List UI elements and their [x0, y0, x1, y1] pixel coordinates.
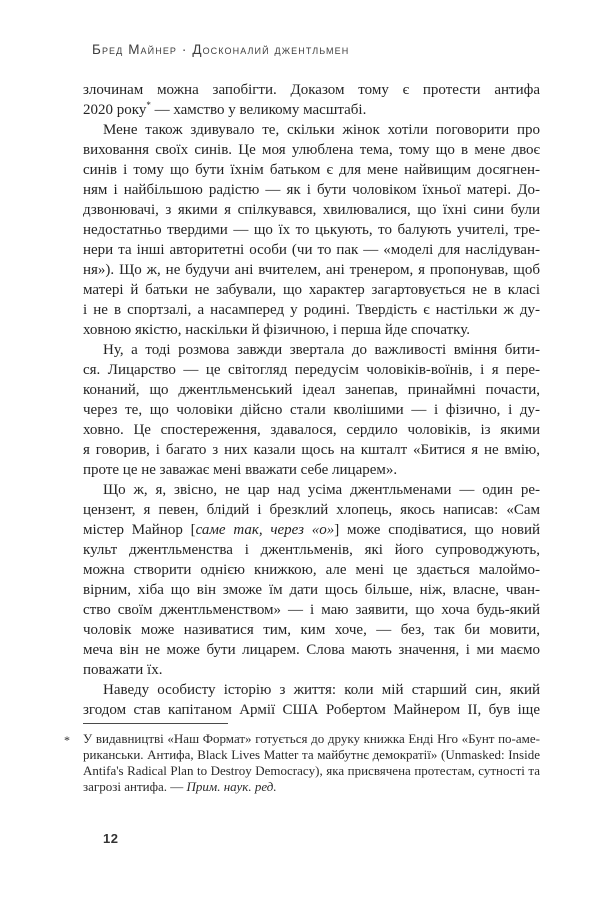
- body-text: [83, 80, 540, 720]
- text-line: можна створити однією книжкою, але мені це здається малоймо-: [83, 562, 540, 578]
- text-line: У видавництві «Наш Формат» готується до друку книжка Енді Нго «Бунт по-аме-: [83, 731, 540, 746]
- text-line: загрозі антифа. — Прим. наук. ред.: [83, 779, 277, 794]
- text-line: ням і найбільшою радістю — як і бути чоловіком їхньої матері. До-: [83, 182, 540, 198]
- text-line: поважати їх.: [83, 662, 163, 678]
- text-line: Мене також здивувало те, скільки жінок хотіли поговорити про: [103, 122, 540, 138]
- text-line: культ джентльменства і джентльменів, які його супроводжують,: [83, 542, 540, 558]
- text-line: проте це не заважає мені вважати себе лицарем».: [83, 462, 398, 478]
- text-line: Ну, а тоді розмова завжди звертала до важливості вміння бити-: [103, 342, 540, 358]
- footnote: [64, 731, 540, 795]
- text-line: злочинам можна запобігти. Доказом тому є протести антифа: [83, 82, 540, 98]
- text-line: нери та інші авторитетні особи (чи то пак — «моделі для наслідуван-: [83, 242, 540, 258]
- page-number: 12: [103, 831, 119, 846]
- running-header: Бред Майнер · Досконалий джентльмен: [92, 42, 350, 57]
- text-line: недостатньо твердими — що їх то цькують, то балують учителі, тре-: [83, 222, 540, 238]
- text-line: матері й батьки не забували, що характер загартовується не в класі: [83, 282, 540, 298]
- text-line: ство своїм джентльменством» — і маю заявити, що хоча будь-який: [83, 602, 540, 618]
- footnote-asterisk-marker: *: [64, 733, 70, 747]
- text-line: згодом став капітаном Армії США Робертом Майнером II, був іще: [83, 702, 540, 718]
- text-line: ховною якістю, наскільки й фізичною, і перша йде спочатку.: [83, 322, 470, 338]
- text-line: 2020 року* — хамство у великому масштабі.: [83, 100, 367, 118]
- text-line: я говорив, і багато з них казали щось на кшталт «Битися я не вмію,: [83, 442, 540, 458]
- text-line: Що ж, я, звісно, не цар над усіма джентльменами — один ре-: [103, 482, 540, 498]
- footnote-text: [83, 731, 540, 795]
- text-line: ховно. Це спостереження, здавалося, сердило чоловіків, із якими: [83, 422, 540, 438]
- text-line: конаний, що джентльменський ідеал занепав, принаймні почасти,: [83, 382, 540, 398]
- text-line: меча він не може бути лицарем. Слова мають значення, і ми маємо: [83, 642, 540, 658]
- text-line: цензент, я певен, блідий і брезклий хлопець, якось написав: «Сам: [83, 502, 540, 518]
- text-line: чоловік може називатися тим, ким хоче, — без, так би мовити,: [83, 622, 540, 638]
- text-line: через те, що чоловіки дійсно стали кволішими — і фізично, і ду-: [83, 402, 540, 418]
- text-line: і не в спортзалі, а насамперед у родині. Твердість є настільки ж ду-: [83, 302, 540, 318]
- text-line: дзвонювачі, з якими я спілкувався, хвилювалися, що їхні сини були: [83, 202, 540, 218]
- text-line: Antifa's Radical Plan to Destroy Democracy), яка присвячена протестам, сутності та: [83, 763, 540, 778]
- text-line: містер Майнор [саме так, через «о»] може сподіватися, що новий: [83, 522, 540, 538]
- text-line: вірним, хіба що він зможе їм дати щось більше, ніж, власне, чван-: [83, 582, 540, 598]
- text-line: риканськи. Антифа, Black Lives Matter та майбутнє демократії» (Unmasked: Inside: [83, 747, 540, 762]
- footnote-divider: [83, 723, 228, 724]
- text-line: Наведу особисту історію з життя: коли мій старший син, який: [103, 682, 540, 698]
- text-line: ся. Лицарство — це світогляд передусім чоловіків-воїнів, і я пере-: [83, 362, 540, 378]
- text-line: синів і тому що бути їхнім батьком є для мене найвищим досягнен-: [83, 162, 540, 178]
- text-line: виховання своїх синів. Це моя улюблена тема, тому що в мене двоє: [83, 142, 540, 158]
- text-line: ня»). Що ж, не будучи ані вчителем, ані тренером, я пропонував, щоб: [83, 262, 540, 278]
